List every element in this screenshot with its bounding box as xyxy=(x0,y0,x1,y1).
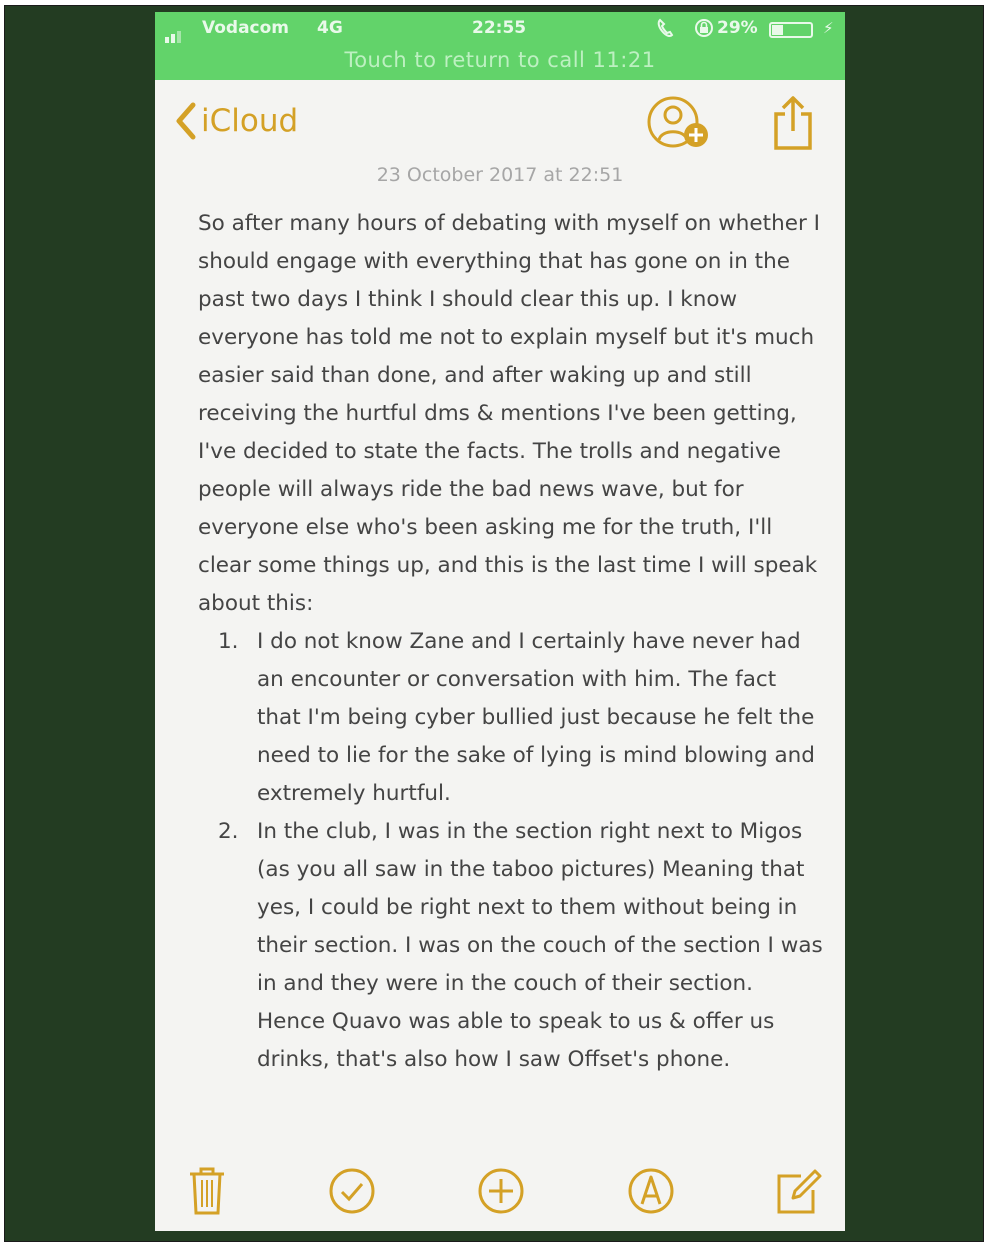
checklist-button[interactable] xyxy=(327,1166,377,1220)
list-item xyxy=(198,623,823,813)
add-people-button[interactable] xyxy=(645,95,715,159)
bottom-toolbar xyxy=(155,1154,845,1231)
compose-icon xyxy=(775,1166,823,1216)
back-label: iCloud xyxy=(201,103,299,139)
checklist-icon xyxy=(327,1166,377,1216)
chevron-left-icon xyxy=(175,102,197,140)
network-type: 4G xyxy=(317,18,343,38)
photo-frame xyxy=(4,5,984,1242)
add-button[interactable] xyxy=(476,1166,526,1220)
orientation-lock-icon xyxy=(693,17,715,39)
phone-icon xyxy=(655,17,675,39)
delete-button[interactable] xyxy=(188,1166,226,1220)
note-intro-paragraph: So after many hours of debating with myself on whether I should engage with everything that has gone on in the past two days I think I should clear this up. I know everyone has told me not to explain myself but it's much easier said than done, and after waking up and still receiving the hurtful dms & mentions I've been getting, I've decided to state the facts. The trolls and negative people will always ride the bad news wave, but for everyone else who's been asking me for the truth, I'll clear some things up, and this is the last time I will speak about this: xyxy=(198,211,820,616)
compose-button[interactable] xyxy=(775,1166,823,1220)
status-time: 22:55 xyxy=(472,18,527,38)
markup-button[interactable] xyxy=(626,1166,676,1220)
note-body[interactable] xyxy=(198,205,823,1079)
phone-screen xyxy=(155,12,845,1231)
markup-icon xyxy=(626,1166,676,1216)
trash-icon xyxy=(188,1166,226,1216)
charging-icon: ⚡ xyxy=(823,19,834,37)
list-number: 1. xyxy=(218,629,239,654)
share-icon xyxy=(771,94,815,152)
carrier-name: Vodacom xyxy=(202,18,290,38)
status-row xyxy=(155,15,845,43)
signal-bars-icon xyxy=(165,23,183,43)
list-item-text: I do not know Zane and I certainly have never had an encounter or conversation with him. The fact that I'm being cyber bullied just because he felt the need to lie for the sake of lying is mind blowing and extremely hurtful. xyxy=(257,629,815,806)
add-people-icon xyxy=(645,95,715,155)
notes-nav-bar xyxy=(155,80,845,170)
return-to-call-banner[interactable]: Touch to return to call 11:21 xyxy=(344,48,656,72)
list-item xyxy=(198,813,823,1079)
share-button[interactable] xyxy=(771,94,815,156)
battery-percent: 29% xyxy=(717,18,758,38)
back-button[interactable] xyxy=(175,102,298,140)
status-icons xyxy=(655,17,715,39)
status-bar[interactable] xyxy=(155,12,845,80)
battery-icon xyxy=(769,22,813,38)
list-number: 2. xyxy=(218,819,239,844)
add-icon xyxy=(476,1166,526,1216)
note-numbered-list xyxy=(198,623,823,1079)
note-date: 23 October 2017 at 22:51 xyxy=(376,164,624,186)
list-item-text: In the club, I was in the section right next to Migos (as you all saw in the taboo pictures) Meaning that yes, I could be right next to them without being in their section. I was on the couch of the section I was in and they were in the couch of their section. Hence Quavo was able to speak to us & offer us drinks, that's also how I saw Offset's phone. xyxy=(257,819,823,1072)
